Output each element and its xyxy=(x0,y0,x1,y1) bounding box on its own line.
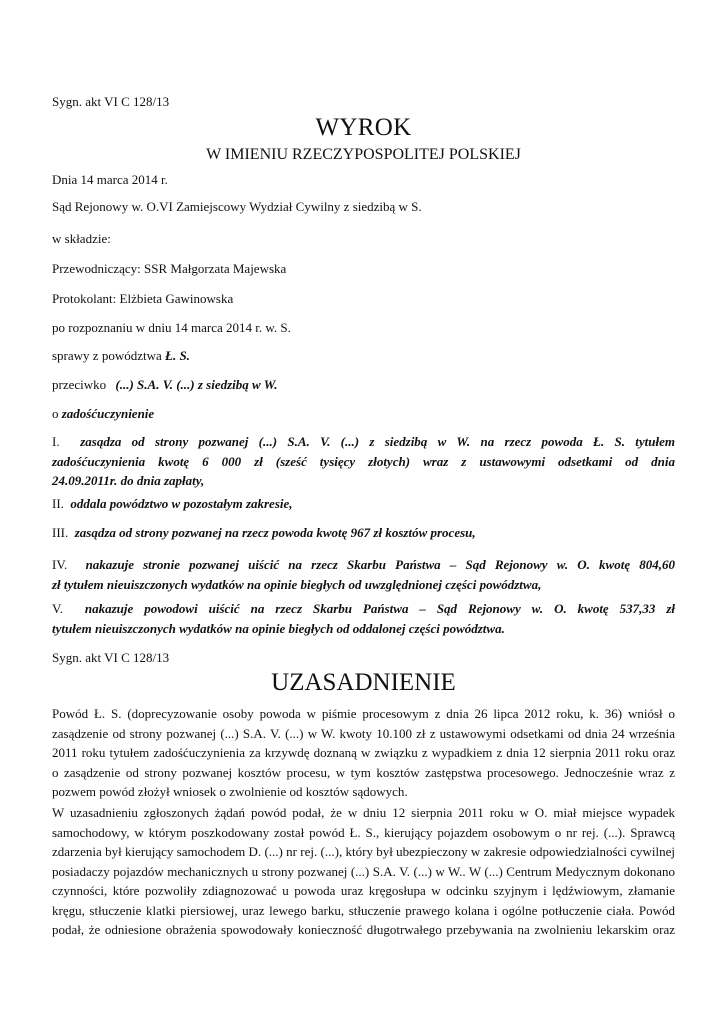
justification-title: UZASADNIENIE xyxy=(271,669,456,696)
para2-line-4: posiadaczy pojazdów mechanicznych u strony pozwanej (...) S.A. V. (...) w W.. W (...) Centrum Medycznym dokonano xyxy=(52,863,675,879)
para2-line-1: W uzasadnieniu zgłoszonych żądań powód podał, że w dniu 12 sierpnia 2011 roku w O. miał miejsce wypadek xyxy=(52,805,675,820)
ruling-1-number: I. xyxy=(52,434,60,449)
para2-line-7: podał, że odniesione obrażenia spowodowały konieczność długotrwałego przebywania na zwolnieniu lekarskim oraz xyxy=(52,922,675,937)
ruling-3-number: III. xyxy=(52,525,69,540)
para1-line-2: zasądzenie od strony pozwanej (...) S.A. V. (...) w W. kwoty 10.100 zł z ustawowymi odsetkami od dnia 24 września xyxy=(52,725,675,741)
hearing-line: po rozpoznaniu w dniu 14 marca 2014 r. w. S. xyxy=(52,320,291,335)
ruling-1-line-1 xyxy=(52,432,675,452)
ruling-1-text: zasądza od strony pozwanej (...) S.A. V. (...) z siedzibą w W. na rzecz powoda Ł. S. tytułem xyxy=(80,434,676,449)
subject-line xyxy=(52,404,675,423)
justification-paragraph-1 xyxy=(52,704,675,802)
ruling-2 xyxy=(52,494,675,513)
para1-line-4: o zasądzenie od strony pozwanej kosztów procesu, w tym kosztów zastępstwa procesowego. Jednocześnie wraz z xyxy=(52,764,675,780)
ruling-4-line-2: zł tytułem nieuiszczonych wydatków na opinie biegłych od uwzględnionej części powództwa, xyxy=(52,576,542,592)
subject-text: zadośćuczynienie xyxy=(61,406,155,421)
against-prefix: przeciwko xyxy=(52,377,110,392)
ruling-4-line-1 xyxy=(52,555,675,575)
ruling-5-line-2: tytułem nieuiszczonych wydatków na opinie biegłych od oddalonej części powództwa. xyxy=(52,620,505,636)
ruling-3-text: zasądza od strony pozwanej na rzecz powoda kwotę 967 zł kosztów procesu, xyxy=(74,525,476,540)
para2-line-5: czynności, które pozwoliły zdiagnozować u powoda uraz kręgosłupa w odcinku szyjnym i lędźwiowym, złamanie xyxy=(52,883,675,898)
ruling-5-text: nakazuje powodowi uiścić na rzecz Skarbu Państwa – Sąd Rejonowy w. O. kwotę 537,33 zł xyxy=(84,601,676,616)
ruling-4-text: nakazuje stronie pozwanej uiścić na rzecz Skarbu Państwa – Sąd Rejonowy w. O. kwotę 804,60 xyxy=(85,557,675,572)
judgment-subtitle: W IMIENIU RZECZYPOSPOLITEJ POLSKIEJ xyxy=(206,146,521,163)
ruling-3 xyxy=(52,523,675,542)
ruling-1-line-2: zadośćuczynienia kwotę 6 000 zł (sześć tysięcy złotych) wraz z ustawowymi odsetkami od dnia xyxy=(52,453,675,469)
para1-line-5: pozwem powód złożył wniosek o zwolnienie od kosztów sądowych. xyxy=(52,784,408,799)
defendant-line xyxy=(52,375,675,394)
para1-line-3: 2011 roku tytułem zadośćuczynienia za krzywdę doznaną w związku z wypadkiem z dnia 12 sierpnia 2011 roku oraz xyxy=(52,745,675,760)
judgment-title: WYROK xyxy=(315,114,412,141)
ruling-2-text: oddala powództwo w pozostałym zakresie, xyxy=(70,496,293,511)
about-prefix: o xyxy=(52,406,62,421)
para1-line-1: Powód Ł. S. (doprecyzowanie osoby powoda w piśmie procesowym z dnia 26 lipca 2012 roku, k. 36) wniósł o xyxy=(52,706,675,721)
date-line: Dnia 14 marca 2014 r. xyxy=(52,172,168,187)
ruling-2-number: II. xyxy=(52,496,64,511)
clerk-line: Protokolant: Elżbieta Gawinowska xyxy=(52,291,234,306)
composition-line: w składzie: xyxy=(52,231,111,246)
ruling-4 xyxy=(52,555,675,594)
ruling-5-line-1 xyxy=(52,599,675,619)
ruling-1 xyxy=(52,432,675,491)
plaintiff-line xyxy=(52,346,675,365)
ruling-5-number: V. xyxy=(52,601,63,616)
case-signature-top: Sygn. akt VI C 128/13 xyxy=(52,94,170,109)
para2-line-3: zdarzenia był kierujący samochodem D. (...) nr rej. (...), który był ubezpieczony w zakresie odpowiedzialności cywilnej xyxy=(52,844,675,859)
para2-line-2: samochodowy, w którym poszkodowany został powód Ł. S., kierujący pojazdem osobowym o nr rej. (...). Sprawcą xyxy=(52,824,675,840)
justification-paragraph-2 xyxy=(52,803,675,940)
para2-line-6: kręgu, stłuczenie klatki piersiowej, uraz lewego barku, stłuczenie prawego kolana i ogólne potłuczenie ciała. Powód xyxy=(52,902,675,918)
plaintiff-name: Ł. S. xyxy=(165,348,190,363)
case-prefix: sprawy z powództwa xyxy=(52,348,165,363)
ruling-1-line-3: 24.09.2011r. do dnia zapłaty, xyxy=(52,473,205,488)
chair-line: Przewodniczący: SSR Małgorzata Majewska xyxy=(52,261,287,276)
ruling-4-number: IV. xyxy=(52,557,68,572)
case-signature-justification: Sygn. akt VI C 128/13 xyxy=(52,650,170,665)
ruling-5 xyxy=(52,599,675,638)
court-line: Sąd Rejonowy w. O.VI Zamiejscowy Wydział Cywilny z siedzibą w S. xyxy=(52,199,422,214)
defendant-name: (...) S.A. V. (...) z siedzibą w W. xyxy=(115,377,278,392)
